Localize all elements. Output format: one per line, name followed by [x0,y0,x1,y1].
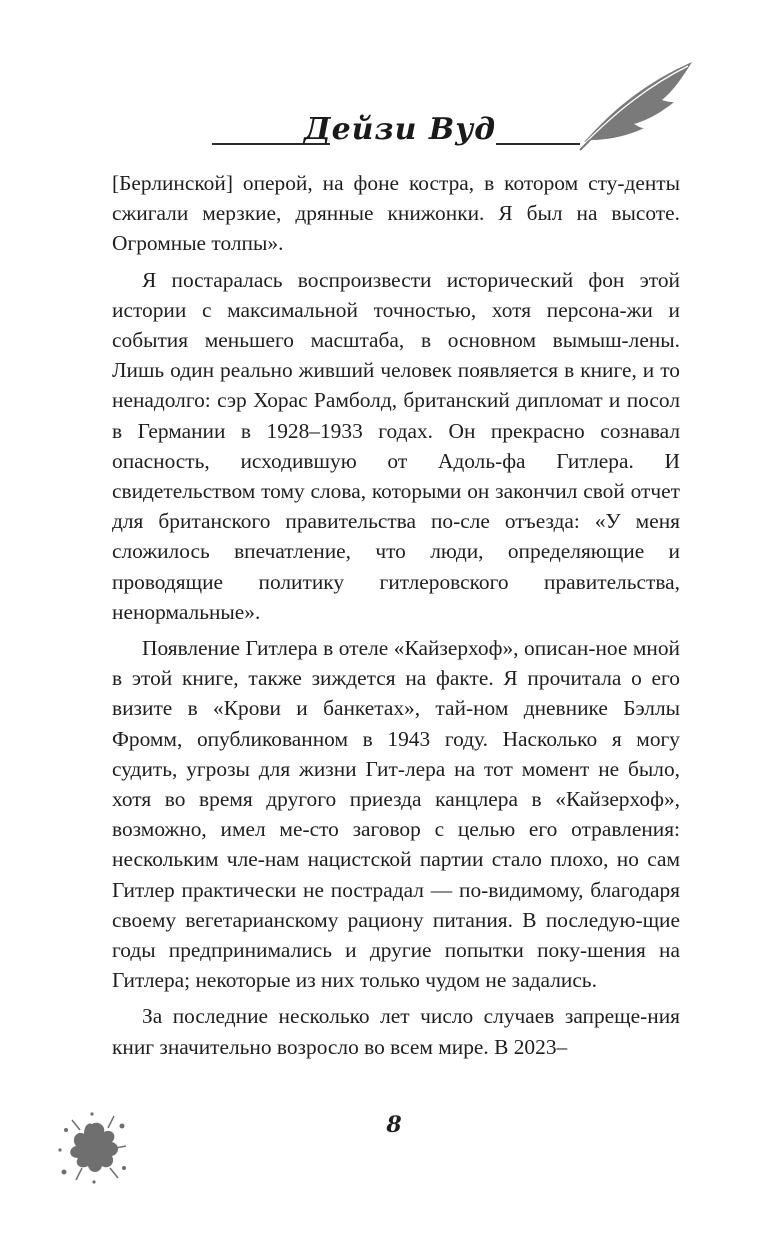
ink-blot-icon [52,1106,132,1186]
header-rule-right [496,143,580,145]
header-author-name: Дейзи Вуд [303,112,497,147]
paragraph: За последние несколько лет число случаев запреще-ния книг значительно возросло во всем мире. В 2023– [112,1004,680,1059]
paragraph: Появление Гитлера в отеле «Кайзерхоф», описан-ное мной в этой книге, также зиждется на факте. Я прочитала о его визите в «Крови и банкетах», тай-ном дневнике Бэллы Фромм, опубликованном в 1943 году. Насколько я могу судить, угрозы для жизни Гит-лера на тот момент не было, хотя во время другого приезда канцлера в «Кайзерхоф», возможно, имел ме-сто заговор с целью его отравления: нескольким чле-нам нацистской партии стало плохо, но сам Гитлер практически не пострадал — по-видимому, благодаря своему вегетарианскому рациону питания. В последую-щие годы предпринимались и другие попытки поку-шения на Гитлера; некоторые из них только чудом не задались. [112,636,680,993]
paragraph: Я постаралась воспроизвести исторический фон этой истории с максимальной точностью, хотя персона-жи и события меньшего масштаба, в основном вымыш-лены. Лишь один реально живший человек появляется в книге, и то ненадолго: сэр Хорас Рамболд, британский дипломат и посол в Германии в 1928–1933 годах. Он прекрасно сознавал опасность, исходившую от Адоль-фа Гитлера. И свидетельством тому слова, которыми он закончил свой отчет для британского правительства по-сле отъезда: «У меня сложилось впечатление, что люди, определяющие и проводящие политику гитлеровского правительства, ненормальные». [112,267,680,624]
feather-quill-icon [578,56,698,152]
page-number: 8 [386,1112,402,1138]
paragraph: [Берлинской] оперой, на фоне костра, в котором сту-денты сжигали мерзкие, дрянные книжонки. Я был на высоте. Огромные толпы». [112,171,680,256]
body-text [112,168,680,1062]
